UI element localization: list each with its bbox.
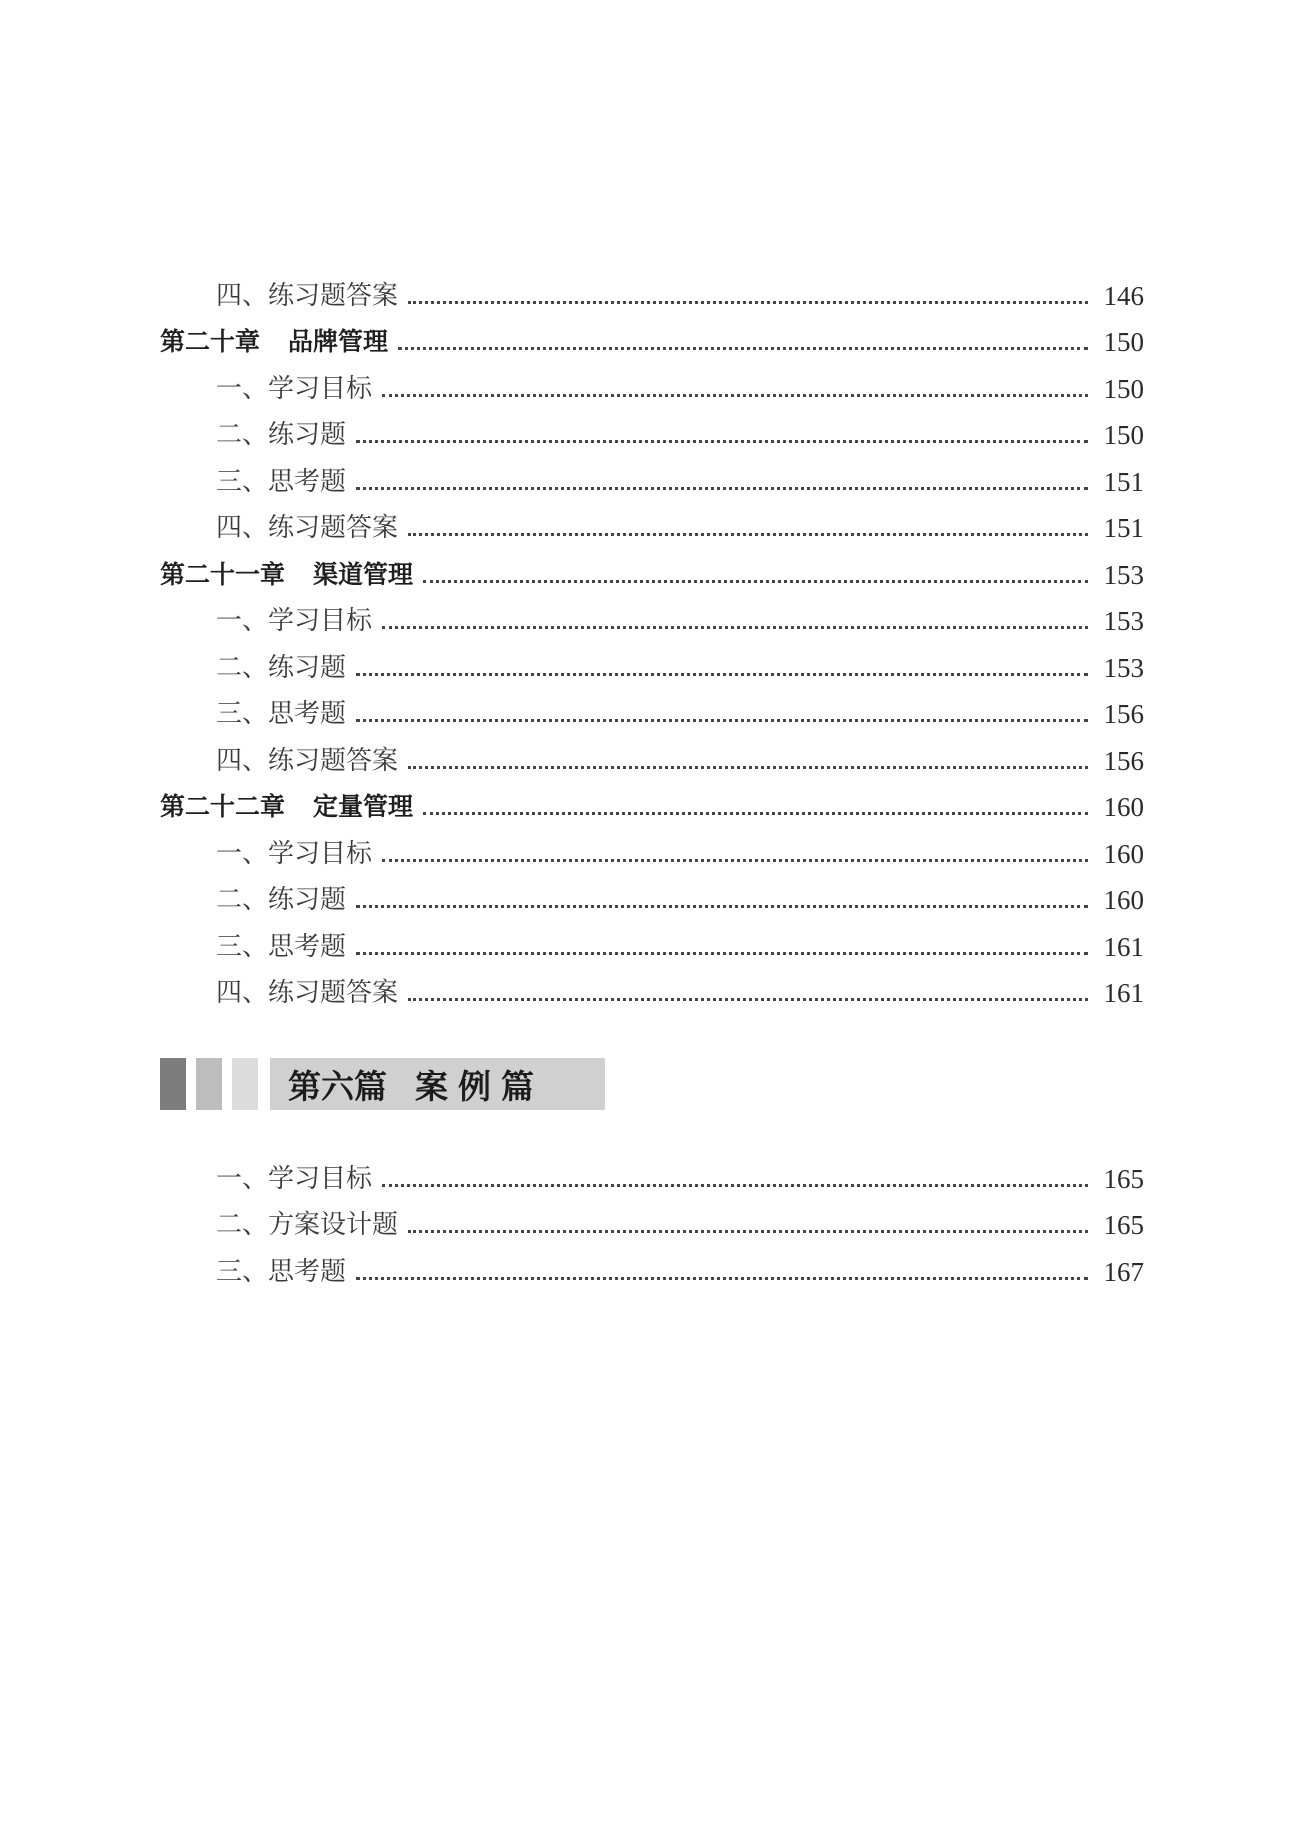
page-number: 165 [1103, 1210, 1144, 1240]
part-number: 第六篇 [288, 1066, 387, 1106]
page-number: 165 [1103, 1163, 1144, 1194]
toc-section-entry[interactable] [160, 731, 1144, 778]
toc-chapter-entry[interactable] [160, 778, 1144, 825]
part-heading [160, 1058, 605, 1110]
dot-leader [408, 301, 1087, 304]
dot-leader [382, 859, 1087, 862]
page-number: 150 [1103, 373, 1144, 404]
page-number: 160 [1103, 792, 1144, 822]
chapter-number: 第二十二章 [160, 792, 286, 821]
toc-section-entry[interactable] [160, 685, 1144, 732]
page-number: 151 [1103, 466, 1144, 497]
chapter-heading [160, 790, 423, 824]
section-label: 二、练习题 [216, 652, 347, 683]
toc-section-entry[interactable] [160, 499, 1144, 546]
decor-bar-medium [196, 1058, 222, 1110]
section-label: 一、学习目标 [216, 838, 373, 869]
page-number: 161 [1103, 931, 1144, 962]
toc-section-entry[interactable] [160, 638, 1144, 685]
decor-bar-dark [160, 1058, 186, 1110]
section-label: 四、练习题答案 [216, 745, 399, 776]
section-label: 三、思考题 [216, 931, 347, 962]
dot-leader [382, 394, 1087, 397]
section-label: 一、学习目标 [216, 606, 373, 636]
chapter-title: 渠道管理 [313, 559, 414, 589]
section-label: 三、思考题 [216, 699, 347, 729]
chapter-number: 第二十章 [160, 327, 261, 356]
page-number: 153 [1103, 652, 1144, 683]
chapter-title: 定量管理 [313, 792, 414, 821]
decor-bar-light [232, 1058, 258, 1110]
page-number: 151 [1103, 513, 1144, 543]
toc-chapter-entry[interactable] [160, 545, 1144, 592]
part-title-box [270, 1058, 605, 1110]
section-label: 三、思考题 [216, 466, 347, 497]
toc-chapter-entry[interactable] [160, 313, 1144, 360]
section-label: 二、方案设计题 [216, 1210, 399, 1240]
toc-section-entry[interactable] [160, 824, 1144, 871]
section-label: 四、练习题答案 [216, 978, 399, 1008]
page-number: 160 [1103, 838, 1144, 869]
dot-leader [356, 487, 1087, 490]
section-label: 一、学习目标 [216, 373, 373, 404]
toc-section-entry[interactable] [160, 266, 1144, 313]
dot-leader [398, 347, 1087, 350]
toc-list-bottom [160, 1149, 1144, 1289]
dot-leader [356, 440, 1087, 443]
dot-leader [408, 998, 1087, 1001]
toc-section-entry[interactable] [160, 871, 1144, 918]
chapter-heading [160, 325, 398, 359]
toc-section-entry[interactable] [160, 917, 1144, 964]
page-number: 167 [1103, 1256, 1144, 1287]
toc-section-entry[interactable] [160, 1196, 1144, 1243]
section-label: 四、练习题答案 [216, 513, 399, 543]
dot-leader [408, 533, 1087, 536]
dot-leader [423, 580, 1087, 583]
dot-leader [423, 812, 1087, 815]
dot-leader [356, 952, 1087, 955]
toc-section-entry[interactable] [160, 359, 1144, 406]
page-number: 146 [1103, 280, 1144, 311]
page-number: 150 [1103, 327, 1144, 357]
chapter-heading [160, 558, 423, 592]
toc-section-entry[interactable] [160, 964, 1144, 1011]
dot-leader [382, 1184, 1087, 1187]
section-label: 二、练习题 [216, 420, 347, 450]
dot-leader [356, 719, 1087, 722]
page-number: 161 [1103, 978, 1144, 1008]
page-number: 153 [1103, 559, 1144, 590]
page-number: 153 [1103, 606, 1144, 636]
dot-leader [382, 626, 1087, 629]
page-number: 150 [1103, 420, 1144, 450]
dot-leader [356, 673, 1087, 676]
toc-section-entry[interactable] [160, 452, 1144, 499]
section-label: 一、学习目标 [216, 1163, 373, 1194]
toc-section-entry[interactable] [160, 592, 1144, 639]
section-label: 二、练习题 [216, 885, 347, 915]
dot-leader [356, 905, 1087, 908]
chapter-title: 品牌管理 [288, 327, 389, 356]
toc-section-entry[interactable] [160, 406, 1144, 453]
page-number: 160 [1103, 885, 1144, 915]
toc-section-entry[interactable] [160, 1242, 1144, 1289]
part-title: 案例篇 [415, 1066, 544, 1106]
toc-list-top [160, 266, 1144, 1010]
dot-leader [356, 1277, 1087, 1280]
dot-leader [408, 1230, 1087, 1233]
toc-section-entry[interactable] [160, 1149, 1144, 1196]
section-label: 三、思考题 [216, 1256, 347, 1287]
dot-leader [408, 766, 1087, 769]
page-number: 156 [1103, 745, 1144, 776]
page-number: 156 [1103, 699, 1144, 729]
chapter-number: 第二十一章 [160, 559, 286, 589]
section-label: 四、练习题答案 [216, 280, 399, 311]
